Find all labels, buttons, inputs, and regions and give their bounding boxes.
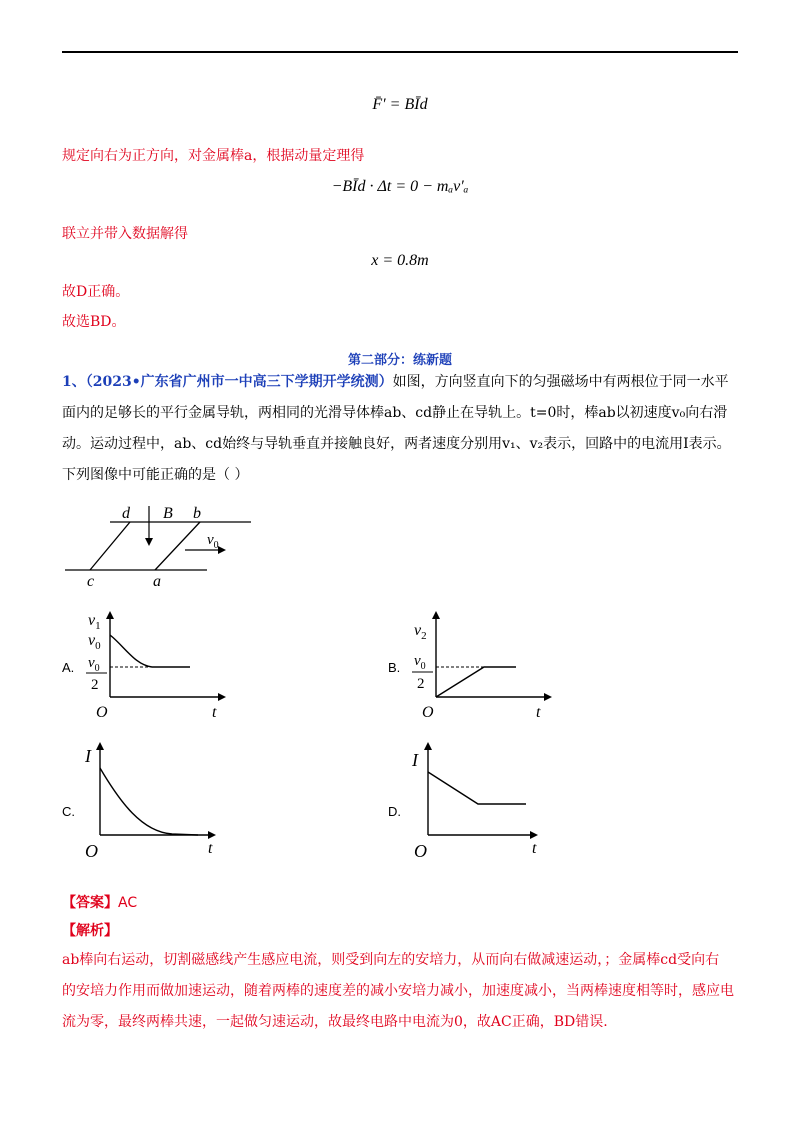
- x-axis-label: t: [532, 840, 537, 857]
- option-a-graph: [80, 605, 250, 725]
- y-axis-arrow: [424, 742, 432, 750]
- analysis-line-3: 流为零，最终两棒共速，一起做匀速运动，故最终电路中电流为0，故AC正确，BD错误.: [62, 1014, 608, 1030]
- v2-curve: [436, 667, 516, 697]
- rod-ab: [155, 522, 200, 570]
- rod-cd: [90, 522, 130, 570]
- option-b-graph: [404, 605, 574, 725]
- x-axis-arrow: [218, 693, 226, 701]
- question-line-2: 面内的足够长的平行金属导轨，两相同的光滑导体棒ab、cd静止在导轨上。t=0时，棒ab以初速度v₀向右滑: [62, 405, 728, 421]
- option-d-graph: [408, 740, 568, 865]
- origin-label: O: [414, 841, 427, 861]
- fraction-denominator: 2: [91, 677, 99, 693]
- current-curve: [100, 768, 198, 835]
- text-choose-bd: 故选BD。: [62, 314, 126, 330]
- label-b: b: [193, 505, 201, 522]
- y-axis-label: I: [85, 746, 91, 766]
- label-c: c: [87, 573, 95, 590]
- option-c-graph: [80, 740, 240, 865]
- y-axis-arrow: [96, 742, 104, 750]
- x-axis-arrow: [544, 693, 552, 701]
- question-line-3: 动。运动过程中，ab、cd始终与导轨垂直并接触良好，两者速度分别用v₁、v₂表示，回路中的电流用I表示。: [62, 436, 731, 452]
- answer-value: AC: [118, 895, 138, 911]
- y-axis-label: $v_1$: [88, 612, 101, 632]
- velocity-arrow-head: [218, 546, 226, 554]
- question-source: （2023•广东省广州市一中高三下学期开学统测）: [85, 374, 393, 390]
- section-title: 第二部分：练新题: [347, 353, 452, 368]
- analysis-block: [62, 945, 742, 1038]
- analysis-line-1: ab棒向右运动，切割磁感线产生感应电流，则受到向左的安培力，从而向右做减速运动，；金属棒cd受向右: [62, 952, 720, 968]
- x-axis-arrow: [530, 831, 538, 839]
- text-d-correct: 故D正确。: [62, 284, 130, 300]
- option-b-label: B.: [388, 660, 401, 675]
- field-arrow-head: [145, 538, 153, 546]
- y-axis-label: $v_2$: [414, 622, 427, 642]
- text-momentum-intro: 规定向右为正方向，对金属棒a，根据动量定理得: [62, 148, 365, 164]
- label-b-field: B: [163, 505, 173, 522]
- x-axis-arrow: [208, 831, 216, 839]
- option-a-label: A.: [62, 660, 75, 675]
- fraction-denominator: 2: [417, 676, 425, 692]
- analysis-line-2: 的安培力作用而做加速运动，随着两棒的速度差的减小安培力减小，加速度减小，当两棒速度相等时，感应电: [62, 983, 734, 999]
- formula-result: x = 0.8m: [371, 252, 429, 269]
- analysis-tag: 【解析】: [62, 923, 118, 939]
- option-d-label: D.: [388, 804, 401, 819]
- question-line-1: [62, 367, 742, 398]
- question-line-4: 下列图像中可能正确的是（ ）: [62, 467, 249, 483]
- option-c-label: C.: [62, 804, 75, 819]
- question-text-1: 如图，方向竖直向下的匀强磁场中有两根位于同一水平: [392, 374, 729, 390]
- y-axis-arrow: [432, 611, 440, 619]
- question-block: [62, 367, 742, 491]
- label-a: a: [153, 573, 161, 590]
- answer-line: [62, 893, 137, 913]
- question-number: 1、: [62, 374, 86, 390]
- x-axis-label: t: [208, 840, 213, 857]
- current-line: [428, 772, 526, 804]
- label-d: d: [122, 505, 130, 522]
- formula-momentum: −BĪd · Δt = 0 − mₐv′ₐ: [331, 178, 469, 195]
- text-solve-intro: 联立并带入数据解得: [62, 226, 188, 242]
- y-axis-label: I: [412, 750, 418, 770]
- y-value-v0: $v_0$: [88, 632, 101, 652]
- x-axis-label: t: [212, 704, 217, 721]
- formula-force: F̄′ = BĪd: [372, 96, 428, 113]
- origin-label: O: [96, 704, 108, 721]
- y-value-half-v0: $v_0$: [88, 655, 100, 674]
- answer-tag: 【答案】: [62, 895, 118, 911]
- v1-curve: [110, 635, 190, 667]
- rail-diagram: [55, 500, 265, 595]
- x-axis-label: t: [536, 704, 541, 721]
- label-v0: $v_0$: [207, 532, 219, 551]
- y-axis-arrow: [106, 611, 114, 619]
- origin-label: O: [422, 704, 434, 721]
- y-value-half-v0: $v_0$: [414, 653, 426, 672]
- header-rule: [62, 51, 738, 53]
- origin-label: O: [85, 841, 98, 861]
